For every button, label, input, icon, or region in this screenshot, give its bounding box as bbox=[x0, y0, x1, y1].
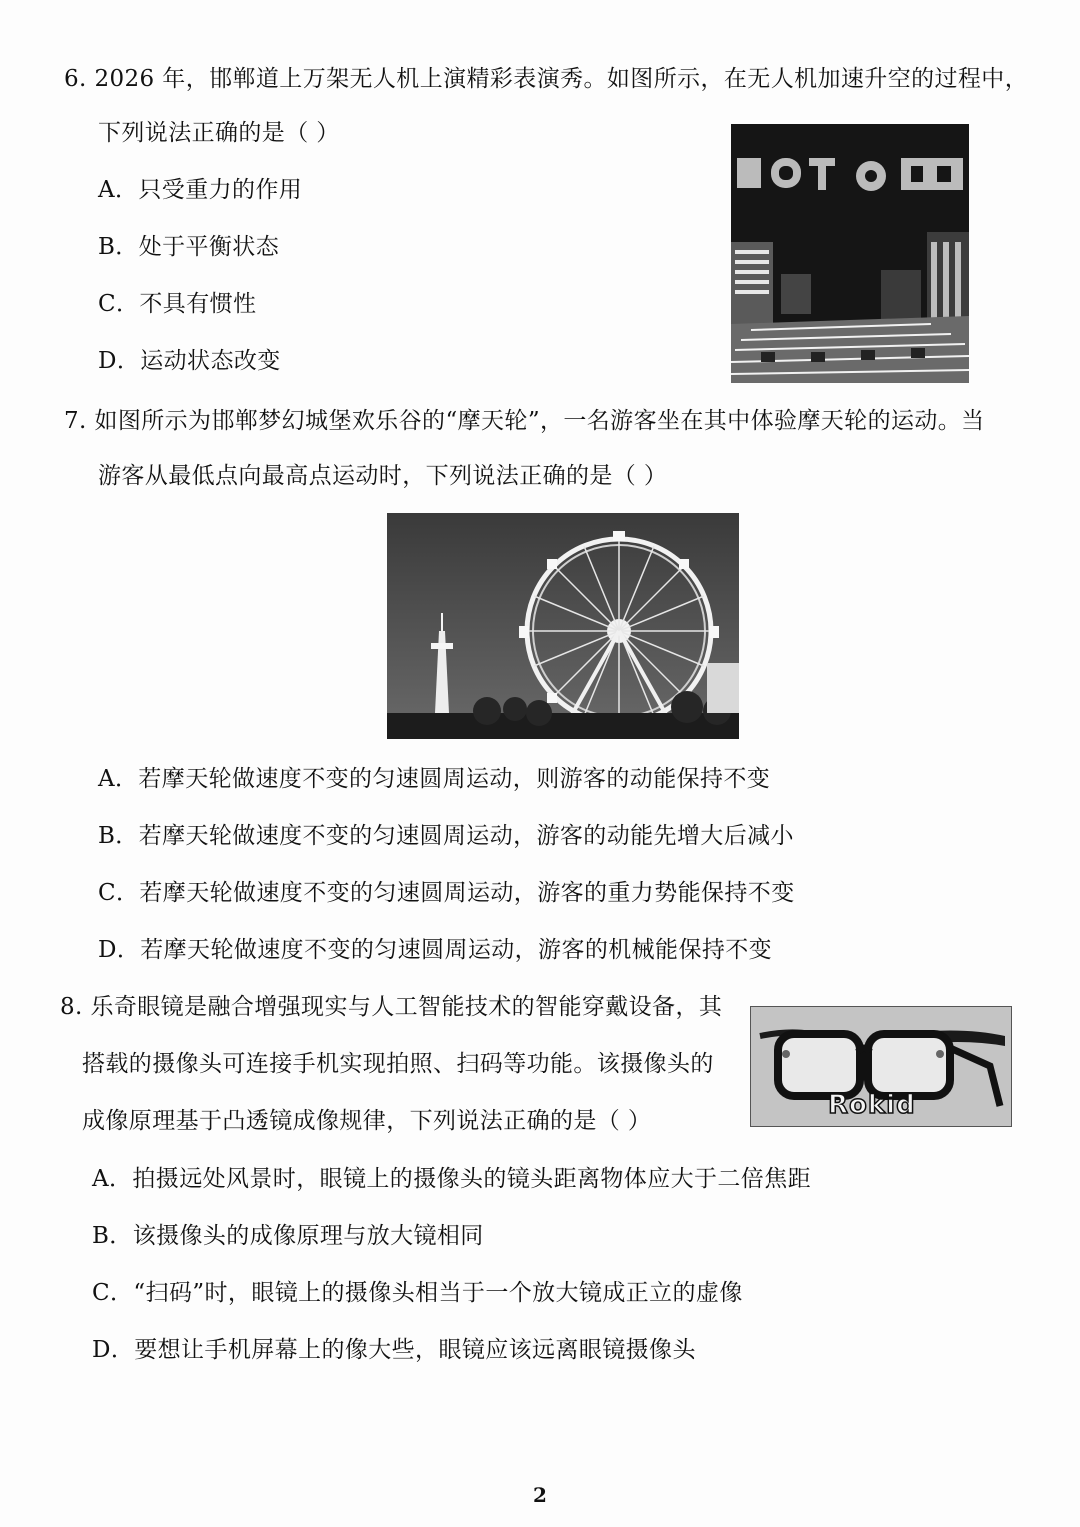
q8-stem-line2: 搭载的摄像头可连接手机实现拍照、扫码等功能。该摄像头的 bbox=[82, 1051, 714, 1077]
q6-option-b: B．处于平衡状态 bbox=[98, 234, 280, 260]
q8-stem-line3: 成像原理基于凸透镜成像规律，下列说法正确的是（ ） bbox=[82, 1108, 652, 1134]
drone-show-illustration bbox=[731, 124, 969, 383]
q6-option-d: D．运动状态改变 bbox=[98, 348, 281, 374]
q7-option-a: A．若摩天轮做速度不变的匀速圆周运动，则游客的动能保持不变 bbox=[98, 766, 771, 792]
q8-option-b: B．该摄像头的成像原理与放大镜相同 bbox=[92, 1223, 484, 1249]
q7-option-d: D．若摩天轮做速度不变的匀速圆周运动，游客的机械能保持不变 bbox=[98, 937, 773, 963]
q8-option-d: D．要想让手机屏幕上的像大些，眼镜应该远离眼镜摄像头 bbox=[92, 1337, 696, 1363]
q8-option-c: C．“扫码”时，眼镜上的摄像头相当于一个放大镜成正立的虚像 bbox=[92, 1280, 743, 1306]
q7-stem-line1: 7. 如图所示为邯郸梦幻城堡欢乐谷的“摩天轮”，一名游客坐在其中体验摩天轮的运动。当 bbox=[64, 408, 985, 434]
drone-show-photo bbox=[731, 124, 969, 383]
ferris-wheel-illustration bbox=[387, 513, 739, 739]
q7-option-b: B．若摩天轮做速度不变的匀速圆周运动，游客的动能先增大后减小 bbox=[98, 823, 794, 849]
page-number: 2 bbox=[533, 1483, 547, 1507]
q6-option-a: A．只受重力的作用 bbox=[98, 177, 303, 203]
q7-option-c: C．若摩天轮做速度不变的匀速圆周运动，游客的重力势能保持不变 bbox=[98, 880, 795, 906]
q8-option-a: A．拍摄远处风景时，眼镜上的摄像头的镜头距离物体应大于二倍焦距 bbox=[92, 1166, 812, 1192]
q7-stem-line2: 游客从最低点向最高点运动时，下列说法正确的是（ ） bbox=[98, 463, 668, 489]
q6-option-c: C．不具有惯性 bbox=[98, 291, 257, 317]
q8-stem-line1: 8. 乐奇眼镜是融合增强现实与人工智能技术的智能穿戴设备，其 bbox=[60, 994, 723, 1020]
q6-stem-line1: 6. 2026 年，邯郸道上万架无人机上演精彩表演秀。如图所示，在无人机加速升空的过程中， bbox=[64, 66, 1029, 92]
brand-label: Rokid bbox=[828, 1090, 916, 1120]
q6-stem-line2: 下列说法正确的是（ ） bbox=[98, 120, 340, 146]
ferris-wheel-photo bbox=[387, 513, 739, 739]
smart-glasses-photo bbox=[750, 1006, 1012, 1127]
